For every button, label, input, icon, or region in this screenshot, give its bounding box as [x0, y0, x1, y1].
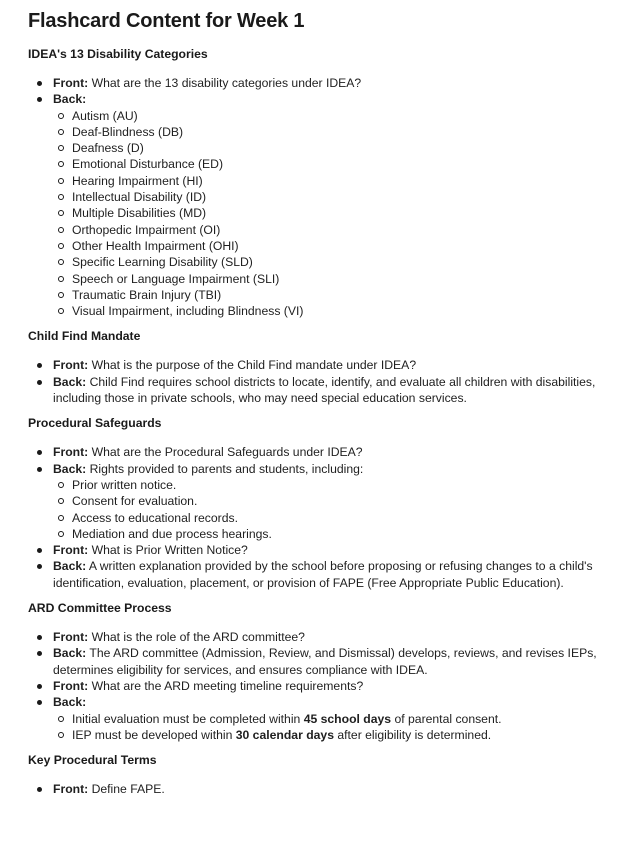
front-label: Front:	[53, 543, 89, 558]
front-text: What are the Procedural Safeguards under IDEA?	[88, 445, 363, 460]
category-item: Traumatic Brain Injury (TBI)	[72, 287, 615, 303]
back-text: Rights provided to parents and students, including:	[86, 461, 364, 476]
back-label: Back:	[53, 559, 87, 574]
list-item	[53, 357, 615, 373]
front-text: What is the purpose of the Child Find mandate under IDEA?	[88, 358, 417, 373]
list-item	[53, 678, 615, 694]
category-item: Other Health Impairment (OHI)	[72, 238, 615, 254]
back-text: A written explanation provided by the school before proposing or refusing changes to a child's identification, evaluation, placement, or provision of FAPE (Free Appropriate Public Education).	[53, 559, 593, 590]
timeline-text: Initial evaluation must be completed within	[72, 711, 304, 726]
front-label: Front:	[53, 678, 89, 693]
front-text: What is Prior Written Notice?	[88, 543, 248, 558]
front-label: Front:	[53, 630, 89, 645]
category-item: Emotional Disturbance (ED)	[72, 156, 615, 172]
section-heading-terms: Key Procedural Terms	[28, 753, 157, 768]
front-text: What are the 13 disability categories under IDEA?	[88, 76, 362, 90]
category-item: Visual Impairment, including Blindness (VI)	[72, 303, 615, 319]
category-item: Speech or Language Impairment (SLI)	[72, 271, 615, 287]
child-find-list	[28, 357, 615, 406]
list-item	[53, 542, 615, 558]
category-item: Deaf-Blindness (DB)	[72, 124, 615, 140]
rights-item: Consent for evaluation.	[72, 493, 615, 509]
timeline-list	[53, 711, 615, 744]
timeline-item	[72, 711, 615, 727]
rights-list	[53, 477, 615, 542]
list-item	[53, 629, 615, 645]
front-label: Front:	[53, 782, 89, 797]
rights-item: Mediation and due process hearings.	[72, 526, 615, 542]
category-item: Hearing Impairment (HI)	[72, 173, 615, 189]
list-item	[53, 645, 615, 678]
list-item	[53, 461, 615, 542]
back-label: Back:	[53, 92, 87, 107]
terms-list	[28, 781, 615, 797]
rights-item: Access to educational records.	[72, 510, 615, 526]
section-heading-child-find: Child Find Mandate	[28, 329, 141, 344]
list-item	[53, 75, 615, 91]
front-text: What is the role of the ARD committee?	[88, 630, 305, 645]
front-label: Front:	[53, 76, 89, 90]
list-item	[53, 694, 615, 743]
category-item: Orthopedic Impairment (OI)	[72, 222, 615, 238]
list-item	[53, 444, 615, 460]
timeline-emphasis: 45 school days	[303, 711, 392, 726]
timeline-emphasis: 30 calendar days	[235, 727, 334, 742]
back-text: Child Find requires school districts to locate, identify, and evaluate all children with disabilities, including those in private schools, who may need special education services.	[53, 374, 596, 406]
back-label: Back:	[53, 646, 87, 661]
back-label: Back:	[53, 374, 87, 389]
category-list	[53, 108, 615, 320]
category-item: Deafness (D)	[72, 140, 615, 156]
list-item	[53, 781, 615, 797]
ard-list	[28, 629, 615, 743]
front-text: Define FAPE.	[88, 782, 165, 797]
back-text: The ARD committee (Admission, Review, and Dismissal) develops, reviews, and revises IEPs, determines eligibility for services, and ensures compliance with IDEA.	[53, 646, 597, 677]
section-heading-ard: ARD Committee Process	[28, 601, 172, 616]
category-item: Autism (AU)	[72, 108, 615, 124]
list-item	[53, 374, 615, 407]
front-text: What are the ARD meeting timeline requirements?	[88, 678, 364, 693]
category-item: Multiple Disabilities (MD)	[72, 205, 615, 221]
section-heading-idea: IDEA's 13 Disability Categories	[28, 47, 208, 61]
idea-list	[28, 75, 615, 319]
back-label: Back:	[53, 695, 87, 710]
timeline-text: IEP must be developed within	[72, 727, 236, 742]
timeline-text: of parental consent.	[391, 711, 502, 726]
front-label: Front:	[53, 358, 89, 373]
timeline-text: after eligibility is determined.	[333, 727, 492, 742]
front-label: Front:	[53, 445, 89, 460]
list-item	[53, 91, 615, 319]
page-title: Flashcard Content for Week 1	[28, 10, 305, 32]
list-item	[53, 558, 615, 591]
back-label: Back:	[53, 461, 87, 476]
section-heading-procedural: Procedural Safeguards	[28, 416, 162, 431]
rights-item: Prior written notice.	[72, 477, 615, 493]
category-item: Specific Learning Disability (SLD)	[72, 254, 615, 270]
timeline-item	[72, 727, 615, 743]
category-item: Intellectual Disability (ID)	[72, 189, 615, 205]
procedural-list	[28, 444, 615, 591]
